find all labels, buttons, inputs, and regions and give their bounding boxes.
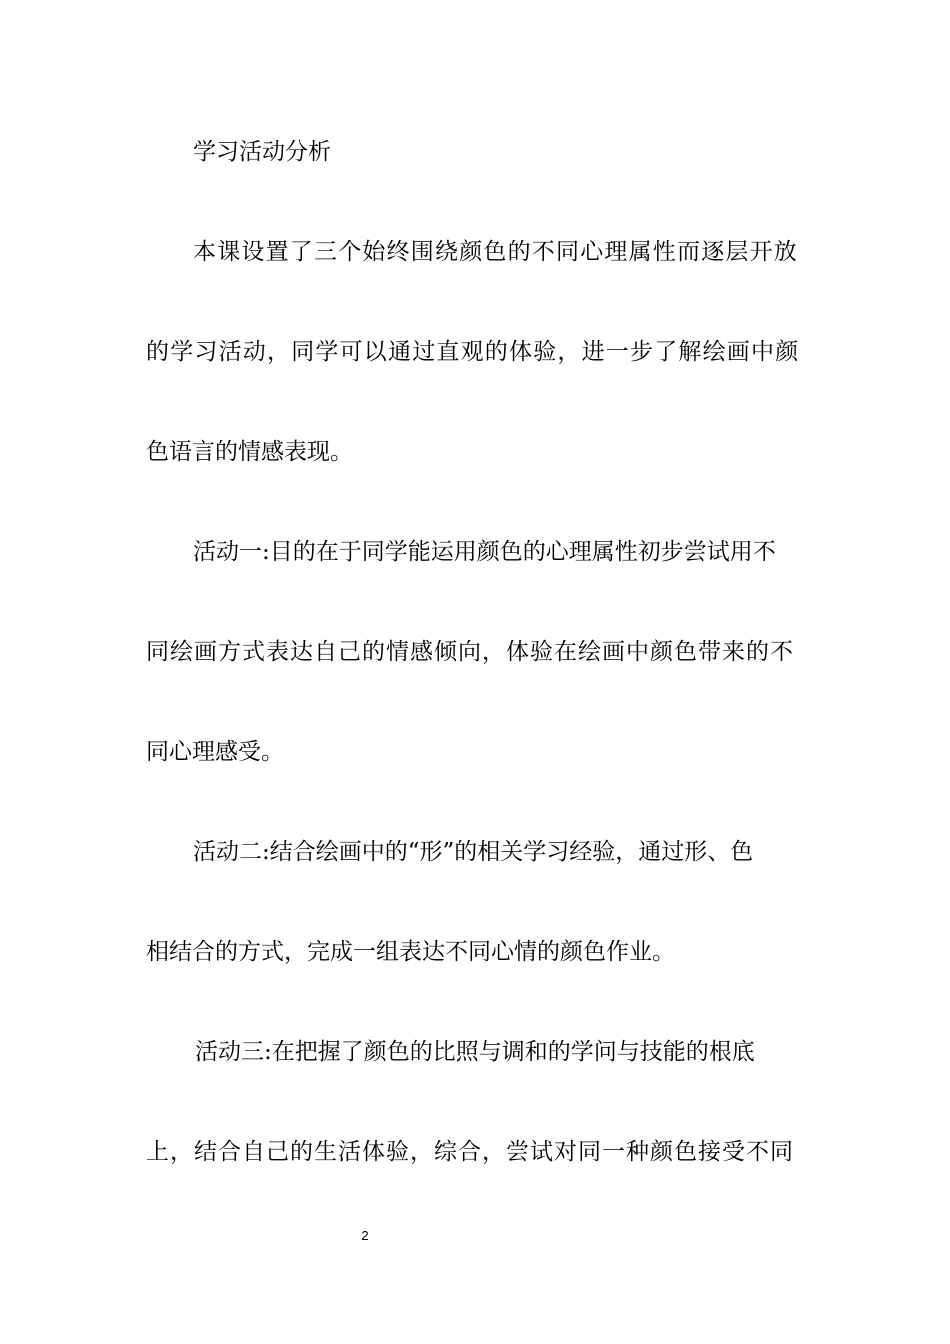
paragraph-line: 色语言的情感表现。 <box>146 439 353 465</box>
paragraph-line: 相结合的方式，完成一组表达不同心情的颜色作业。 <box>146 939 675 965</box>
paragraph-line: 活动三:在把握了颜色的比照与调和的学问与技能的根底 <box>195 1039 755 1065</box>
section-heading: 学习活动分析 <box>193 139 331 165</box>
paragraph-line: 活动二:结合绘画中的“形”的相关学习经验，通过形、色 <box>193 839 754 865</box>
paragraph-line: 的学习活动，同学可以通过直观的体验，进一步了解绘画中颜 <box>146 339 800 365</box>
paragraph-line: 同绘画方式表达自己的情感倾向，体验在绘画中颜色带来的不 <box>146 639 794 665</box>
page-number: 2 <box>361 1228 369 1243</box>
paragraph-line: 活动一:目的在于同学能运用颜色的心理属性初步尝试用不 <box>193 539 776 565</box>
paragraph-line: 上，结合自己的生活体验，综合，尝试对同一种颜色接受不同 <box>146 1139 794 1165</box>
paragraph-line: 本课设置了三个始终围绕颜色的不同心理属性而逐层开放 <box>193 239 798 265</box>
paragraph-line: 同心理感受。 <box>146 739 284 765</box>
